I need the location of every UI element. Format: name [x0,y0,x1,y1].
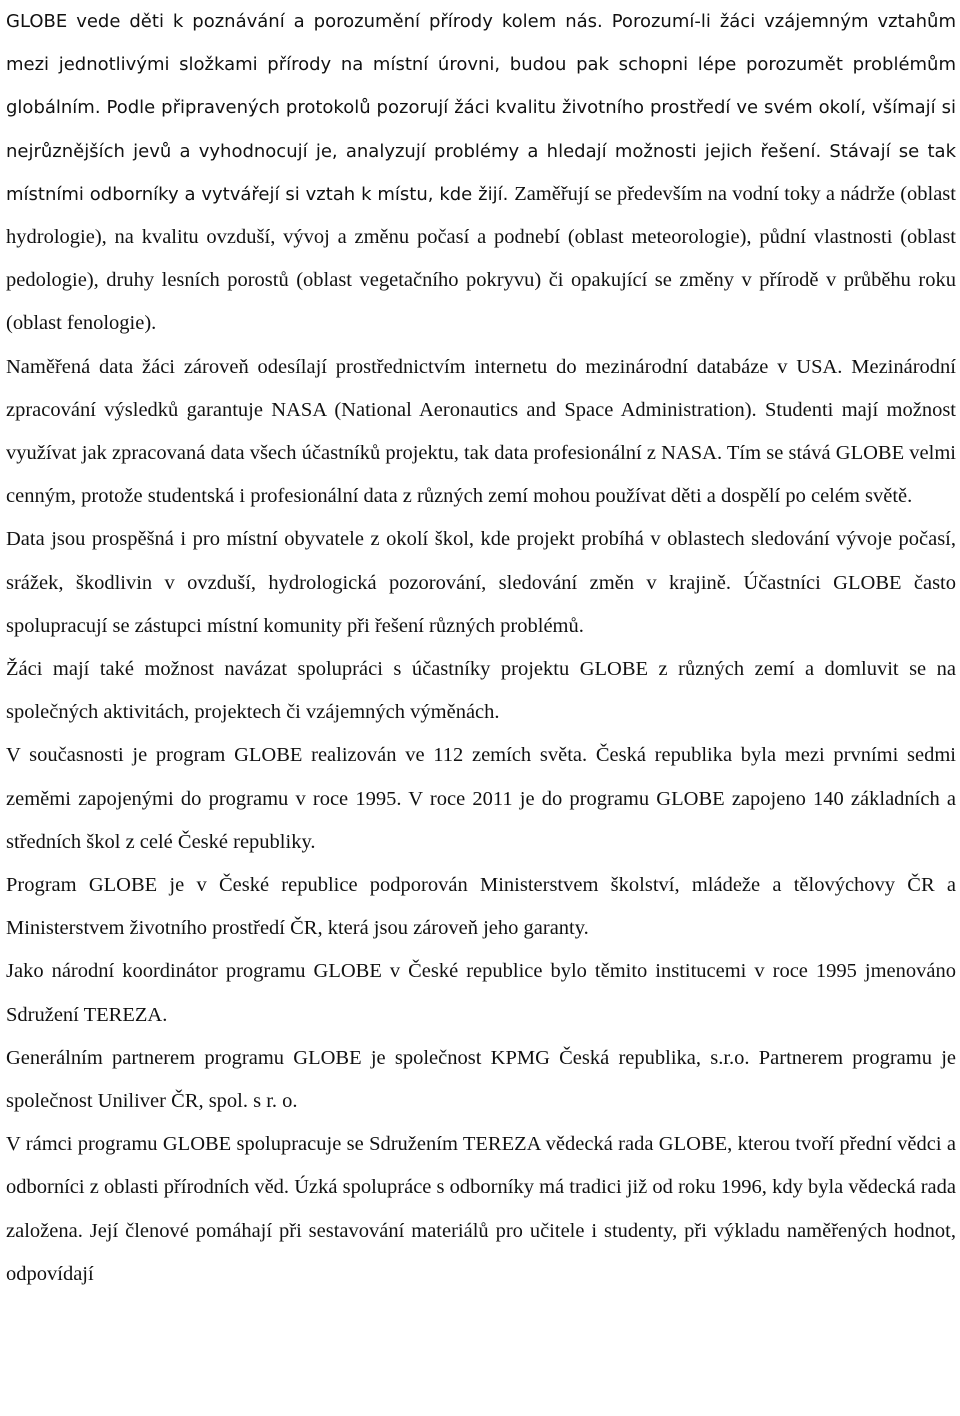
text-run: V rámci programu GLOBE spolupracuje se Sdružením TEREZA vědecká rada GLOBE, kterou tvoří přední vědci a odborníci z oblasti přírodních věd. Úzká spolupráce s odborníky má tradici již od roku 1996, kdy byla vědecká rada založena. Její členové pomáhají při sestavování materiálů pro učitele i studenty, při výkladu naměřených hodnot, odpovídají [6,1133,956,1285]
text-run: Generálním partnerem programu GLOBE je společnost KPMG Česká republika, s.r.o. Partnerem programu je společnost Uniliver ČR, spol. s r. o. [6,1046,956,1113]
paragraph-data-usa [6,346,956,519]
paragraph-science-board [6,1123,956,1296]
paragraph-cooperation [6,648,956,734]
paragraph-ministries [6,864,956,950]
text-run: V současnosti je program GLOBE realizován ve 112 zemích světa. Česká republika byla mezi prvními sedmi zeměmi zapojenými do programu v roce 1995. V roce 2011 je do programu GLOBE zapojeno 140 základních a středních škol z celé České republiky. [6,744,956,853]
text-run: GLOBE vede děti k poznávání a porozumění přírody kolem nás. Porozumí-li žáci vzájemným vztahům mezi jednotlivými složkami přírody na místní úrovni, budou pak schopni lépe porozumět problémům globálním. Podle připravených protokolů pozorují žáci kvalitu životního prostředí ve svém okolí, všímají si nejrůznějších jevů a vyhodnocují je, analyzují problémy a hledají možnosti jejich řešení. Stávají se tak místními odborníky a vytvářejí si vztah k místu, kde žijí. [6,11,956,205]
text-run: Program GLOBE je v České republice podporován Ministerstvem školství, mládeže a tělovýchovy ČR a Ministerstvem životního prostředí ČR, která jsou zároveň jeho garanty. [6,874,956,940]
text-run: Naměřená data žáci zároveň odesílají prostřednictvím internetu do mezinárodní databáze v USA. Mezinárodní zpracování výsledků garantuje NASA (National Aeronautics and Space Administration). Studenti mají možnost využívat jak zpracovaná data všech účastníků projektu, tak data profesionální z NASA. Tím se stává GLOBE velmi cenným, protože studentská i profesionální data z různých zemí mohou používat děti a dospělí po celém světě. [6,355,956,508]
paragraph-intro [6,0,956,346]
text-run: Data jsou prospěšná i pro místní obyvatele z okolí škol, kde projekt probíhá v oblastech sledování vývoje počasí, srážek, škodlivin v ovzduší, hydrologická pozorování, sledování změn v krajině. Účastníci GLOBE často spolupracují se zástupci místní komunity při řešení různých problémů. [6,528,956,637]
document-body [6,0,956,1296]
paragraph-partners [6,1037,956,1123]
text-run: Žáci mají také možnost navázat spolupráci s účastníky projektu GLOBE z různých zemí a domluvit se na společných aktivitách, projektech či vzájemných výměnách. [6,658,956,724]
paragraph-local-benefit [6,518,956,648]
paragraph-countries [6,734,956,864]
text-run: Jako národní koordinátor programu GLOBE v České republice bylo těmito institucemi v roce 1995 jmenováno Sdružení TEREZA. [6,960,956,1026]
paragraph-coordinator [6,950,956,1036]
text-run: Zaměřují se především na vodní toky a nádrže (oblast hydrologie), na kvalitu ovzduší, vývoj a změnu počasí a podnebí (oblast meteorologie), půdní vlastnosti (oblast pedologie), druhy lesních porostů (oblast vegetačního pokryvu) či opakující se změny v přírodě v průběhu roku (oblast fenologie). [6,182,956,335]
